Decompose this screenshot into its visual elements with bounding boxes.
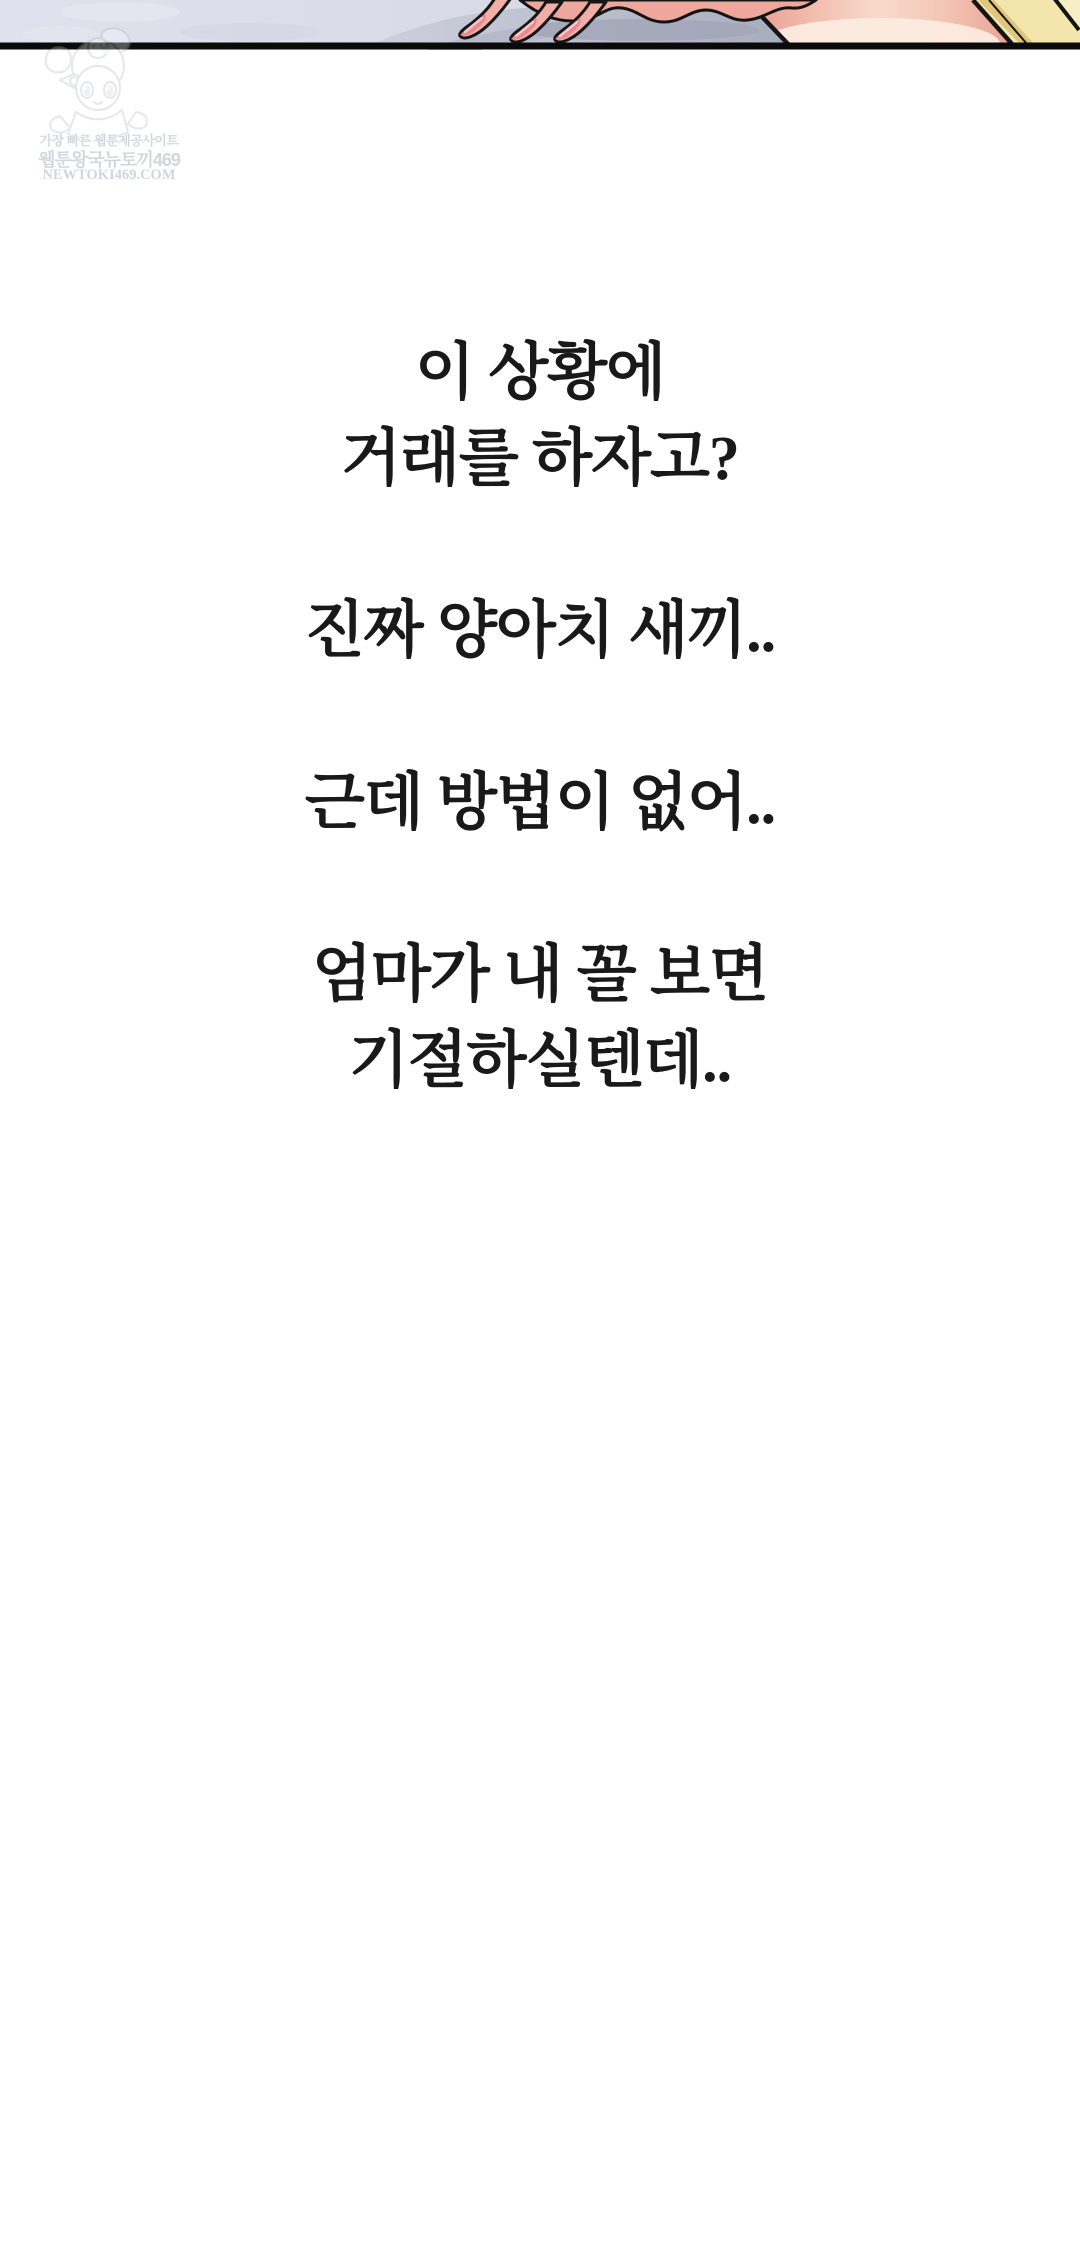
dialogue-line: 근데 방법이 없어.. xyxy=(304,769,776,837)
site-watermark xyxy=(22,0,196,200)
dialogue-line-spacer xyxy=(0,674,1080,760)
dialogue-line-spacer xyxy=(0,846,1080,932)
dialogue-line: 이 상황에 xyxy=(414,339,666,407)
mascot-watermark-icon xyxy=(40,26,186,138)
watermark-tagline: 가장 빠른 웹툰제공사이트 xyxy=(39,133,179,148)
dialogue-line: 기절하실텐데.. xyxy=(348,1027,732,1095)
dialogue-line: 거래를 하자고? xyxy=(341,425,739,493)
watermark-site-name: 웹툰왕국뉴토끼469 xyxy=(38,150,180,170)
dialogue-line: 엄마가 내 꼴 보면 xyxy=(312,941,768,1009)
dialogue-text-block xyxy=(0,330,1080,1104)
dialogue-line-spacer xyxy=(0,502,1080,588)
dialogue-line: 진짜 양아치 새끼.. xyxy=(304,597,776,665)
watermark-site-url: NEWTOKI469.COM xyxy=(42,167,176,183)
